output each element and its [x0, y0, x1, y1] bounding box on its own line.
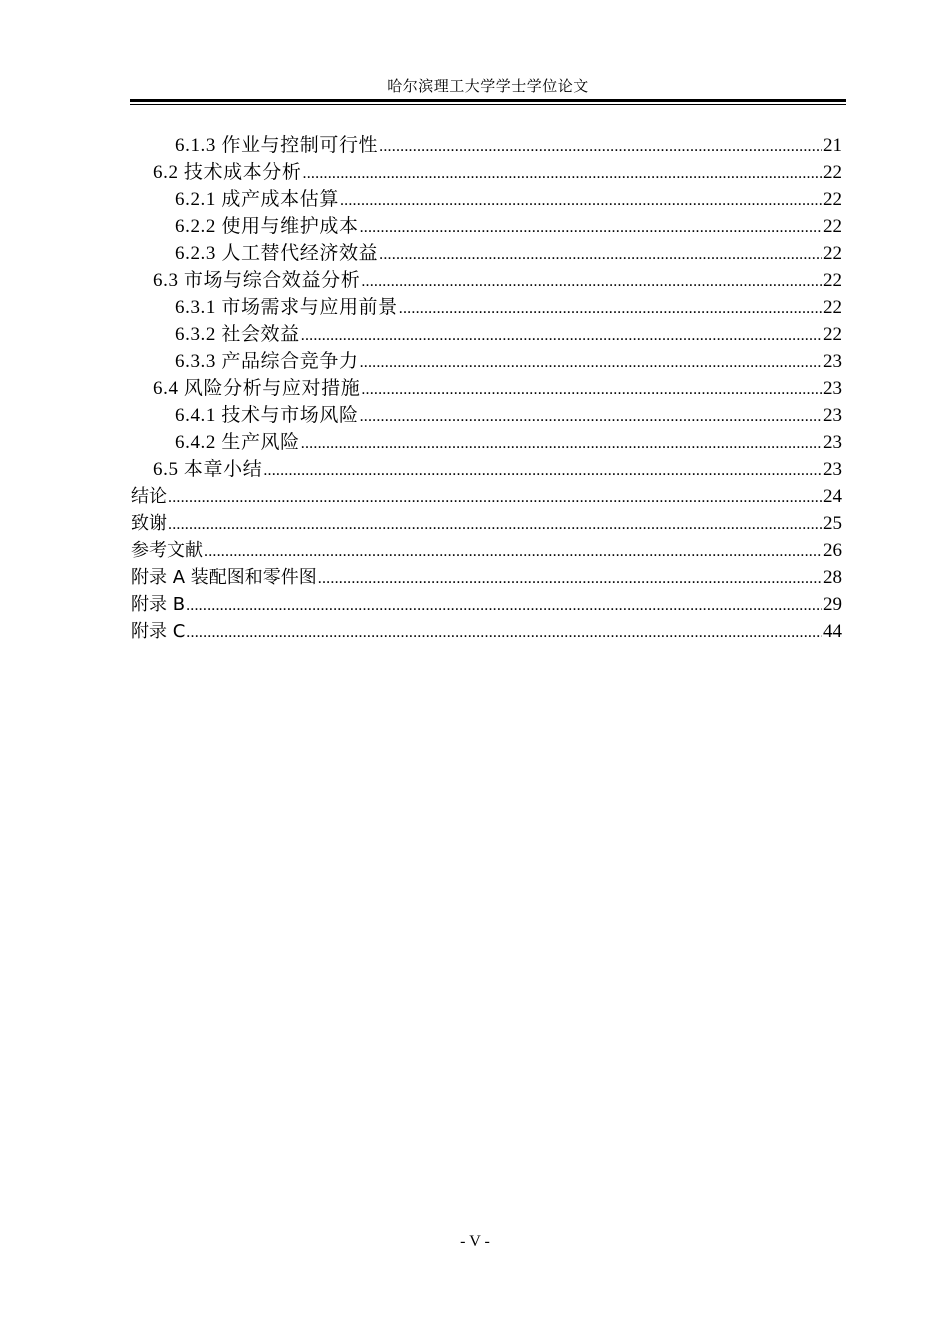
- toc-dot-leader: [361, 376, 822, 403]
- toc-dot-leader: [301, 430, 822, 457]
- toc-entry[interactable]: [131, 483, 842, 510]
- toc-dot-leader: [168, 484, 822, 511]
- toc-entry[interactable]: [131, 537, 842, 564]
- toc-entry[interactable]: [131, 429, 842, 456]
- toc-entry-title: 附录 B: [131, 594, 186, 615]
- toc-entry-page: 22: [823, 324, 842, 345]
- toc-entry-title: 6.5 本章小结: [153, 459, 263, 480]
- toc-entry-page: 22: [823, 243, 842, 264]
- toc-entry-title: 6.3.2 社会效益: [175, 324, 300, 345]
- toc-entry-title: 6.2.1 成产成本估算: [175, 189, 339, 210]
- toc-entry[interactable]: [131, 591, 842, 618]
- toc-dot-leader: [186, 619, 822, 646]
- toc-entry-page: 24: [823, 486, 842, 507]
- toc-entry-title: 结论: [131, 486, 167, 507]
- toc-entry-page: 22: [823, 162, 842, 183]
- toc-entry-page: 28: [823, 567, 842, 588]
- toc-entry[interactable]: [131, 348, 842, 375]
- toc-dot-leader: [360, 403, 822, 430]
- toc-entry[interactable]: [131, 132, 842, 159]
- toc-entry-title: 6.3.3 产品综合竞争力: [175, 351, 359, 372]
- header-rule-thin: [130, 104, 846, 105]
- toc-entry[interactable]: [131, 456, 842, 483]
- toc-entry[interactable]: [131, 321, 842, 348]
- toc-dot-leader: [340, 187, 822, 214]
- toc-dot-leader: [186, 592, 822, 619]
- toc-entry-page: 23: [823, 351, 842, 372]
- toc-dot-leader: [168, 511, 822, 538]
- toc-entry-page: 22: [823, 270, 842, 291]
- toc-entry[interactable]: [131, 294, 842, 321]
- toc-entry-page: 22: [823, 216, 842, 237]
- page-number: - V -: [460, 1233, 490, 1250]
- toc-dot-leader: [379, 241, 822, 268]
- toc-entry[interactable]: [131, 510, 842, 537]
- toc-entry-page: 23: [823, 459, 842, 480]
- toc-entry-page: 44: [823, 621, 842, 642]
- toc-entry-page: 26: [823, 540, 842, 561]
- header-rule-thick: [130, 99, 846, 102]
- toc-entry-page: 23: [823, 405, 842, 426]
- toc-entry[interactable]: [131, 375, 842, 402]
- toc-entry[interactable]: [131, 564, 842, 591]
- toc-dot-leader: [399, 295, 822, 322]
- toc-entry-title: 6.2 技术成本分析: [153, 162, 302, 183]
- toc-entry-page: 23: [823, 378, 842, 399]
- toc-entry-page: 25: [823, 513, 842, 534]
- toc-entry[interactable]: [131, 240, 842, 267]
- toc-dot-leader: [360, 349, 822, 376]
- toc-entry-title: 参考文献: [131, 540, 203, 561]
- toc-entry-page: 29: [823, 594, 842, 615]
- toc-dot-leader: [303, 160, 822, 187]
- toc-entry-title: 6.4.2 生产风险: [175, 432, 300, 453]
- toc-dot-leader: [361, 268, 822, 295]
- toc-entry-title: 6.3 市场与综合效益分析: [153, 270, 361, 291]
- toc-entry[interactable]: [131, 159, 842, 186]
- toc-dot-leader: [360, 214, 822, 241]
- toc-entry-title: 附录 A 装配图和零件图: [131, 567, 317, 588]
- toc-dot-leader: [318, 565, 822, 592]
- toc-entry-page: 22: [823, 297, 842, 318]
- toc-entry[interactable]: [131, 618, 842, 645]
- toc-entry-title: 6.1.3 作业与控制可行性: [175, 135, 379, 156]
- toc-dot-leader: [204, 538, 822, 565]
- toc-dot-leader: [263, 457, 822, 484]
- toc-entry-title: 6.3.1 市场需求与应用前景: [175, 297, 398, 318]
- toc-entry-title: 致谢: [131, 513, 167, 534]
- toc-dot-leader: [379, 133, 822, 160]
- toc-entry[interactable]: [131, 213, 842, 240]
- toc-entry-title: 6.4 风险分析与应对措施: [153, 378, 361, 399]
- table-of-contents: [131, 132, 842, 645]
- toc-entry[interactable]: [131, 267, 842, 294]
- page-header-title: 哈尔滨理工大学学士学位论文: [387, 79, 589, 95]
- toc-entry-page: 22: [823, 189, 842, 210]
- toc-entry-page: 21: [823, 135, 842, 156]
- toc-entry[interactable]: [131, 402, 842, 429]
- toc-entry[interactable]: [131, 186, 842, 213]
- toc-entry-title: 6.4.1 技术与市场风险: [175, 405, 359, 426]
- toc-entry-title: 6.2.2 使用与维护成本: [175, 216, 359, 237]
- toc-entry-title: 6.2.3 人工替代经济效益: [175, 243, 379, 264]
- toc-dot-leader: [301, 322, 822, 349]
- toc-entry-page: 23: [823, 432, 842, 453]
- toc-entry-title: 附录 C: [131, 621, 186, 642]
